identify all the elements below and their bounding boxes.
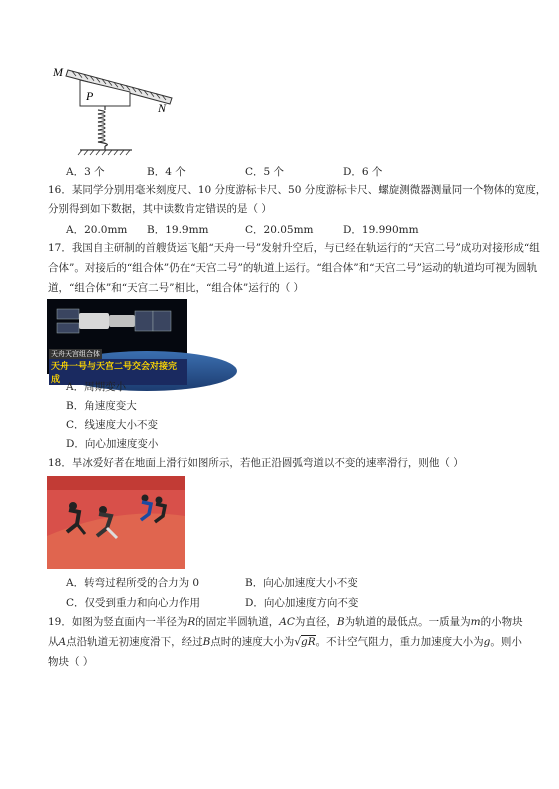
var-b: B <box>202 636 211 648</box>
skaters-illustration <box>47 476 185 569</box>
var-b: B <box>336 616 345 628</box>
q17-stem-line3: 道，“组合体”和“天宫二号”相比，“组合体”运行的（ ） <box>48 282 305 294</box>
photo-caption: 天舟一号与天宫二号交会对接完成 <box>49 359 187 385</box>
var-a: A <box>58 636 67 648</box>
q18-stem: 18．旱冰爱好者在地面上滑行如图所示，若他正沿圆弧弯道以不变的速率滑行，则他（ ） <box>48 457 464 469</box>
q17-stem-line2: 合体”。对接后的“组合体”仍在“天宫二号”的轨道上运行。“组合体”和“天宫二号”运动的轨道均可视为圆轨 <box>48 262 538 274</box>
roller-skating-photo <box>47 476 185 569</box>
q19-text: 。则小 <box>490 636 522 648</box>
label-n: N <box>158 101 167 115</box>
incline-spring-diagram <box>50 62 190 158</box>
q16-option-c[interactable]: C．20.05mm <box>245 224 314 236</box>
q19-stem-line1 <box>48 615 523 629</box>
sqrt-sign: √ <box>294 636 302 648</box>
q16-stem-line2: 分别得到如下数据，其中读数肯定错误的是（ ） <box>48 203 272 215</box>
q19-text: 为直径， <box>294 616 337 628</box>
q17-option-d[interactable]: D．向心加速度变小 <box>66 438 159 450</box>
q17-option-b[interactable]: B．角速度变大 <box>66 400 137 412</box>
q19-text: 的小物块 <box>480 616 523 628</box>
q16-option-b[interactable]: B．19.9mm <box>147 224 209 236</box>
q18-option-c[interactable]: C．仅受到重力和向心力作用 <box>66 597 201 609</box>
q19-text: 。不计空气阻力，重力加速度大小为 <box>315 636 484 648</box>
q18-option-b[interactable]: B．向心加速度大小不变 <box>245 577 358 589</box>
q19-text: 点沿轨道无初速度滑下，经过 <box>66 636 203 648</box>
q19-text: 的固定半圆轨道， <box>195 616 280 628</box>
q18-option-d[interactable]: D．向心加速度方向不变 <box>245 597 359 609</box>
q19-stem-line2 <box>48 635 522 649</box>
spacecraft-docking-photo <box>47 299 187 385</box>
q15-option-a[interactable]: A．3 个 <box>66 166 105 178</box>
q16-option-a[interactable]: A．20.0mm <box>66 224 128 236</box>
sqrt-content: gR <box>301 636 316 648</box>
q15-option-d[interactable]: D．6 个 <box>343 166 383 178</box>
photo-caption-small: 天舟天宫组合体 <box>51 350 100 358</box>
q19-text: 从 <box>48 636 59 648</box>
var-ac: AC <box>279 616 295 628</box>
label-p: P <box>86 89 94 103</box>
q19-text: 点时的速度大小为 <box>210 636 295 648</box>
var-r: R <box>187 616 196 628</box>
spring <box>98 106 107 150</box>
label-m: M <box>53 65 63 79</box>
q17-option-c[interactable]: C．线速度大小不变 <box>66 419 159 431</box>
q19-stem-line3: 物块（ ） <box>48 656 94 668</box>
q17-stem-line1: 17．我国自主研制的首艘货运飞船“天舟一号”发射升空后，与已经在轨运行的“天宫二号”成功对接形成“组 <box>48 242 540 254</box>
q16-option-d[interactable]: D．19.990mm <box>343 224 419 236</box>
q19-text: 19．如图为竖直面内一半径为 <box>48 616 188 628</box>
q15-option-b[interactable]: B．4 个 <box>147 166 186 178</box>
ground <box>78 150 132 155</box>
sqrt-expression <box>294 635 315 649</box>
q15-option-c[interactable]: C．5 个 <box>245 166 285 178</box>
var-m: m <box>470 616 481 628</box>
q18-option-a[interactable]: A．转弯过程所受的合力为 0 <box>66 577 200 589</box>
q16-stem-line1: 16．某同学分别用毫米刻度尺、10 分度游标卡尺、50 分度游标卡尺、螺旋测微器测量同一个物体的宽度， <box>48 184 547 196</box>
q19-text: 为轨道的最低点。一质量为 <box>344 616 471 628</box>
var-g: g <box>483 636 491 648</box>
q17-option-a[interactable]: A．周期变小 <box>66 381 127 393</box>
